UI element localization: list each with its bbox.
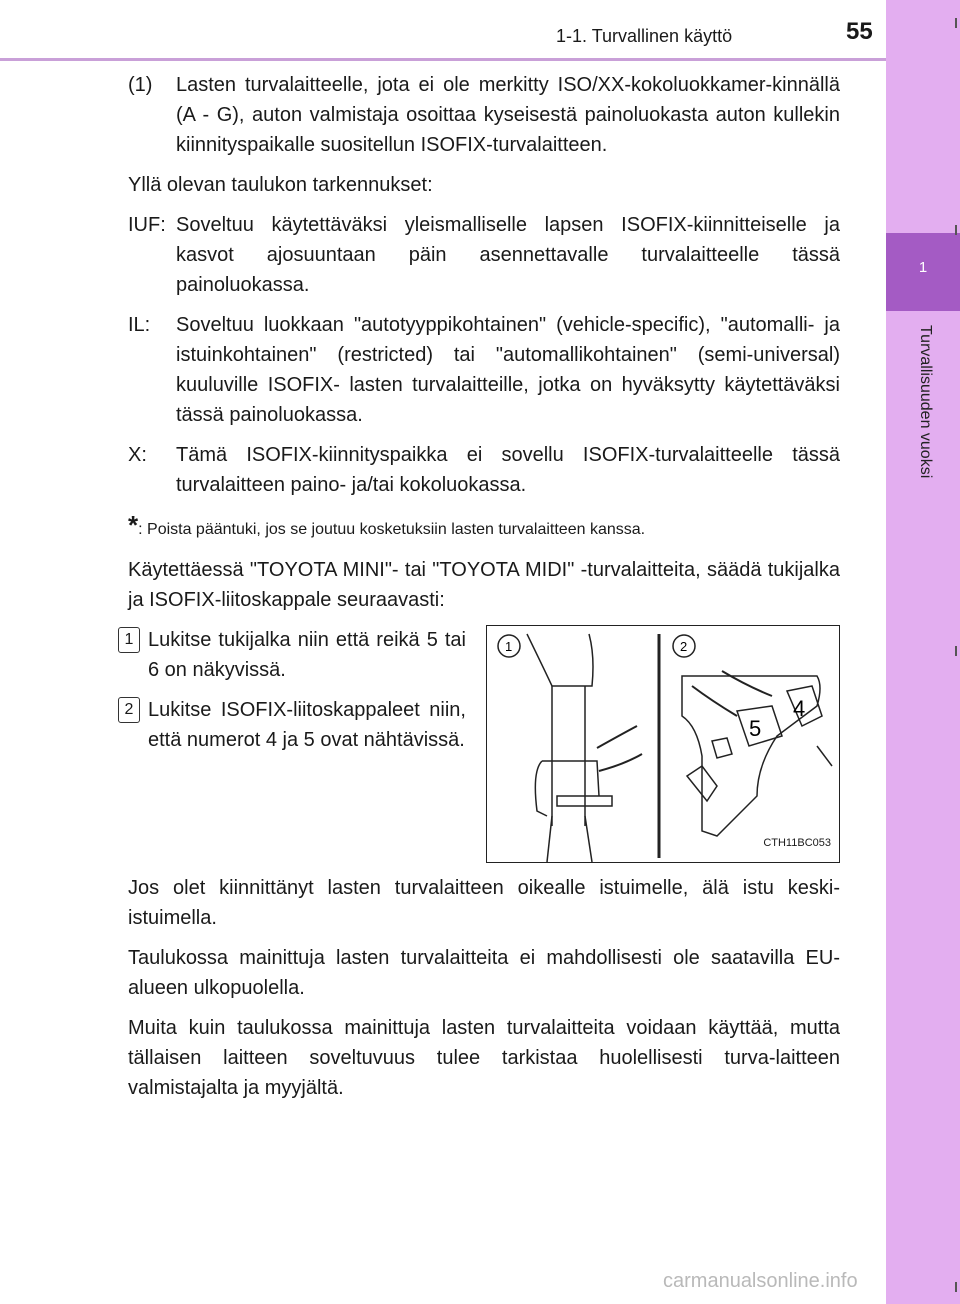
chapter-tab[interactable]: 1 <box>886 233 960 311</box>
definition-label: X: <box>128 444 147 466</box>
page-content <box>124 70 840 1113</box>
definition-text: Soveltuu luokkaan "autotyyppikohtainen" (vehicle-specific), "automalli- ja istuinkohtainen" (restricted) tai "automallikohtainen" (semi-universal) kuuluville ISOFIX- lasten turvalaitteille, jotka on hyväksytty käytettäväksi tässä painoluokassa. <box>176 314 840 426</box>
steps-with-figure <box>124 625 840 863</box>
step-number: 2 <box>118 697 140 723</box>
definition-x <box>128 440 840 500</box>
paragraph-right-seat: Jos olet kiinnittänyt lasten turvalaitteen oikealle istuimelle, älä istu keski-istuimella. <box>128 877 840 929</box>
step-text: Lukitse ISOFIX-liitoskappaleet niin, että numerot 4 ja 5 ovat nähtävissä. <box>148 699 466 751</box>
definition-label: IUF: <box>128 214 166 236</box>
asterisk: * <box>128 510 139 540</box>
definition-il <box>128 310 840 430</box>
paragraph-eu-availability: Taulukossa mainittuja lasten turvalaitteita ei mahdollisesti ole saatavilla EU-alueen ulkopuolella. <box>128 947 840 999</box>
header-rule <box>0 58 886 61</box>
crop-mark <box>955 646 957 656</box>
steps-list <box>124 625 466 863</box>
illustration-drawing <box>487 626 839 862</box>
step-item <box>124 625 466 685</box>
figure-code: CTH11BC053 <box>763 837 831 849</box>
clarifications-heading: Yllä olevan taulukon tarkennukset: <box>128 174 433 196</box>
headrest-note <box>128 510 840 545</box>
crop-mark <box>955 18 957 28</box>
chapter-title: Turvallisuuden vuoksi <box>917 325 934 479</box>
connector-digit-4: 4 <box>793 696 806 721</box>
page-header <box>0 0 886 60</box>
toyota-intro: Käytettäessä "TOYOTA MINI"- tai "TOYOTA MIDI" -turvalaitteita, säädä tukijalka ja ISOFIX-liitoskappale seuraavasti: <box>128 559 840 611</box>
figure-label-2: 2 <box>680 639 688 654</box>
page-number: 55 <box>846 18 873 45</box>
paragraph-other-devices: Muita kuin taulukossa mainittuja lasten turvalaitteita voidaan käyttää, mutta tällaisen laitteen soveltuvuus tulee tarkistaa huolellisesti turva-laitteen valmistajalta ja myyjältä. <box>128 1017 840 1099</box>
step-text: Lukitse tukijalka niin että reikä 5 tai 6 on näkyvissä. <box>148 629 466 681</box>
item-text: Lasten turvalaitteelle, jota ei ole merkitty ISO/XX-kokoluokkamer-kinnällä (A - G), auton valmistaja osoittaa kyseisestä painoluokasta auton kullekin kiinnityspaikalle suositellun ISOFIX-turvalaitteen. <box>176 74 840 156</box>
step-item <box>124 695 466 755</box>
crop-mark <box>955 1282 957 1292</box>
footnote-item-1 <box>128 70 840 160</box>
connector-digit-5: 5 <box>749 716 762 741</box>
section-title: 1-1. Turvallinen käyttö <box>556 26 733 46</box>
watermark: carmanualsonline.info <box>663 1270 858 1292</box>
item-label: (1) <box>128 74 153 96</box>
crop-mark <box>955 225 957 235</box>
definition-iuf <box>128 210 840 300</box>
definition-text: Tämä ISOFIX-kiinnityspaikka ei sovellu ISOFIX-turvalaitteelle tässä turvalaitteen paino- ja/tai kokoluokassa. <box>176 444 840 496</box>
step-number: 1 <box>118 627 140 653</box>
note-text: : Poista pääntuki, jos se joutuu kosketuksiin lasten turvalaitteen kanssa. <box>138 521 646 538</box>
definition-text: Soveltuu käytettäväksi yleismalliselle lapsen ISOFIX-kiinnitteiselle ja kasvot ajosuuntaan päin asennettavalle turvalaitteelle tässä painoluokassa. <box>176 214 840 296</box>
figure-label-1: 1 <box>505 639 513 654</box>
definition-label: IL: <box>128 314 151 336</box>
chapter-sidebar <box>886 0 960 1304</box>
isofix-illustration <box>486 625 840 863</box>
